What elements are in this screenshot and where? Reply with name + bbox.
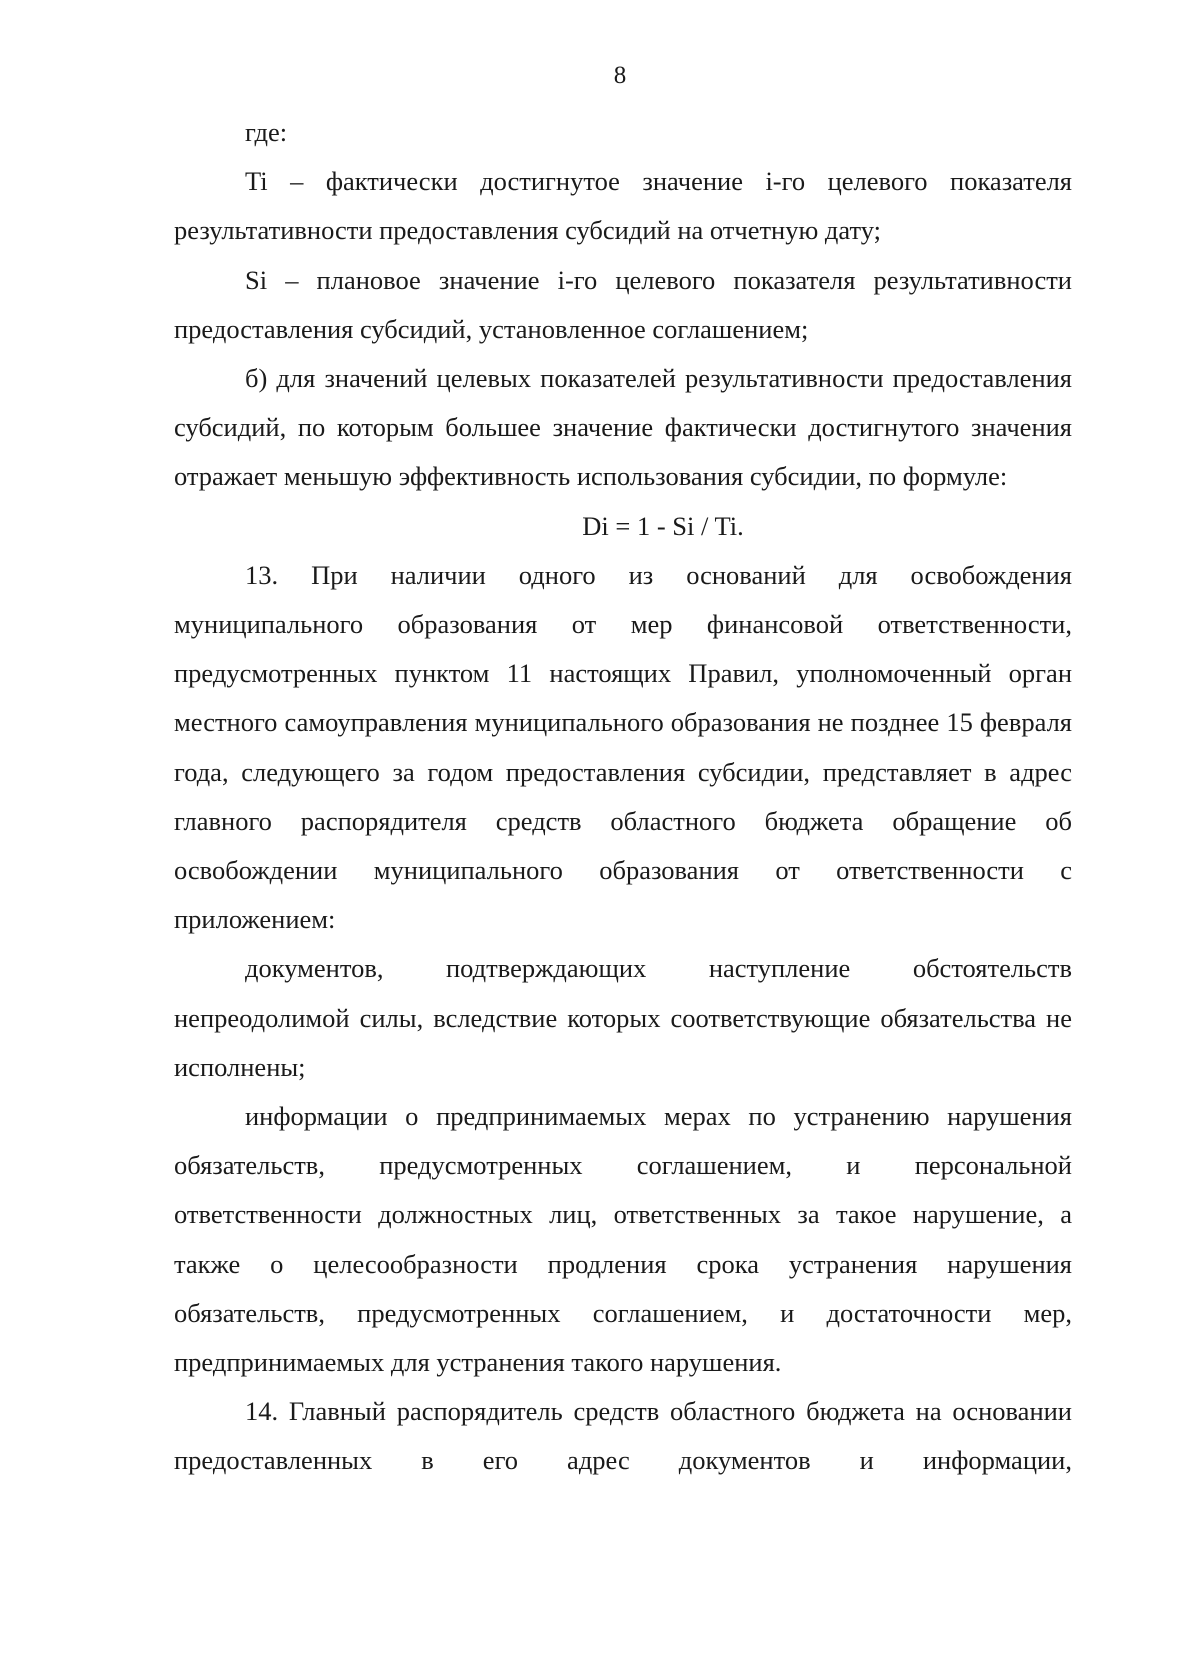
paragraph-item-b: б) для значений целевых показателей результативности предоставления субсидий, по которым большее значение фактически достигнутого значения отражает меньшую эффективность использования субсидии, по формуле: — [174, 363, 1072, 492]
document-body — [174, 108, 1072, 1486]
paragraph-ti-definition: Ti – фактически достигнутое значение i-го целевого показателя результативности предоставления субсидий на отчетную дату; — [174, 166, 1072, 246]
paragraph-documents: документов, подтверждающих наступление обстоятельств непреодолимой силы, вследствие которых соответствующие обязательства не исполнены; — [174, 953, 1072, 1082]
paragraph-information: информации о предпринимаемых мерах по устранению нарушения обязательств, предусмотренных соглашением, и персональной ответственности должностных лиц, ответственных за такое нарушение, а также о целесообразности продления срока устранения нарушения обязательств, предусмотренных соглашением, и достаточности мер, предпринимаемых для устранения такого нарушения. — [174, 1101, 1072, 1378]
formula: Di = 1 - Si / Ti. — [582, 510, 744, 541]
page-number: 8 — [613, 62, 627, 89]
paragraph-where: где: — [245, 117, 288, 147]
paragraph-si-definition: Si – плановое значение i-го целевого показателя результативности предоставления субсидий, установленное соглашением; — [174, 264, 1072, 344]
paragraph-item-13: 13. При наличии одного из оснований для освобождения муниципального образования от мер финансовой ответственности, предусмотренных пунктом 11 настоящих Правил, уполномоченный орган местного самоуправления муниципального образования не позднее 15 февраля года, следующего за годом предоставления субсидии, представляет в адрес главного распорядителя средств областного бюджета обращение об освобождении муниципального образования от ответственности с приложением: — [174, 559, 1072, 935]
paragraph-item-14: 14. Главный распорядитель средств областного бюджета на основании предоставленных в его адрес документов и информации, — [174, 1396, 1072, 1476]
